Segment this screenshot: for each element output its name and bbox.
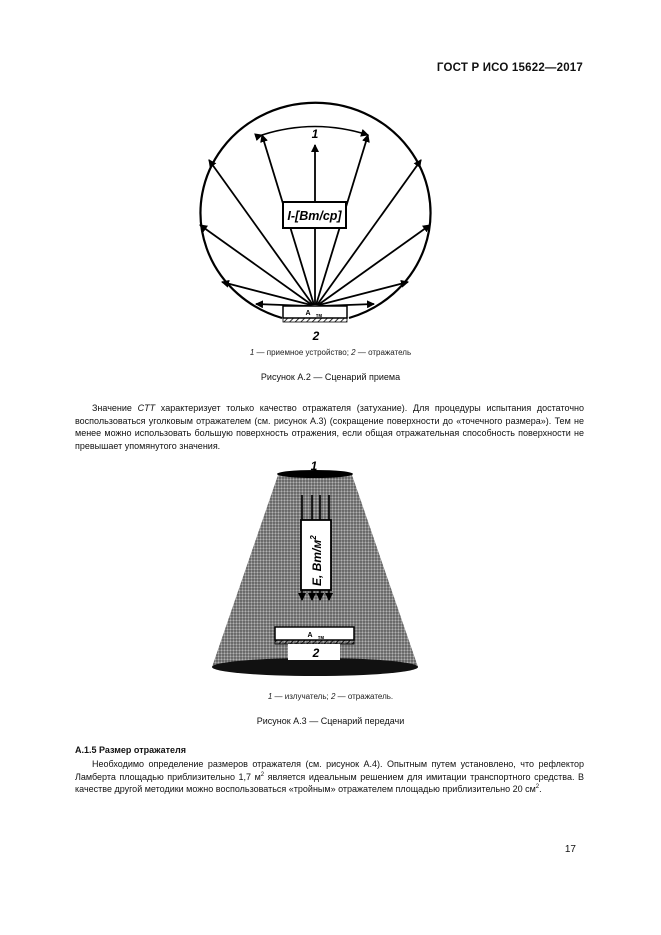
fig-a3-a-subscript: тм [317, 635, 325, 641]
fig-a3-box-label: E, $Вт/м^2$ [309, 535, 324, 586]
page-number: 17 [564, 844, 576, 855]
figure-a3-legend: 1 — излучатель; 2 — отражатель. [267, 692, 394, 701]
figure-a2-caption: Рисунок А.2 — Сценарий приема [260, 372, 401, 382]
fig-a3-label-2: 2 [312, 646, 320, 660]
fig-a2-label-1: 1 [311, 127, 319, 141]
figure-a3-caption: Рисунок А.3 — Сценарий передачи [256, 716, 405, 726]
fig-a3-a-label: A [307, 632, 313, 639]
fig-a3-label-1: 1 [310, 459, 318, 473]
fig-a2-a-label: A [305, 310, 311, 317]
section-paragraph: Необходимо определение размеров отражателя (см. рисунок А.4). Опытным путем установлено, что рефлектор Ламберта площадью приблизительно 1,7 $м^2$ является идеальным решением для имитации транспортного средства. В качестве другой методики можно воспользоваться «тройным» отражателем площадью приблизительно 20 $см^2$. [75, 759, 584, 795]
illuminated-area [212, 658, 418, 676]
figure-a2-legend: 1 — приемное устройство; 2 — отражатель [249, 348, 412, 357]
fig-a2-box-label: I-[Вт/ср] [287, 209, 342, 223]
document-header: ГОСТ Р ИСО 15622—2017 [436, 62, 583, 74]
fig-a2-a-subscript: тм [315, 313, 323, 319]
fig-a2-label-2: 2 [312, 329, 320, 343]
section-title: А.1.5 Размер отражателя [75, 745, 186, 755]
body-paragraph: Значение CTT характеризует только качество отражателя (затухание). Для процедуры испытания достаточно воспользоваться уголковым отражателем (см. рисунок А.3) (сокращение поверхности до «точечного размера»). Тем не менее можно использовать большую поверхность отражения, если общая отражательная способность поверхности не превышает упомянутого значения. [75, 403, 584, 451]
